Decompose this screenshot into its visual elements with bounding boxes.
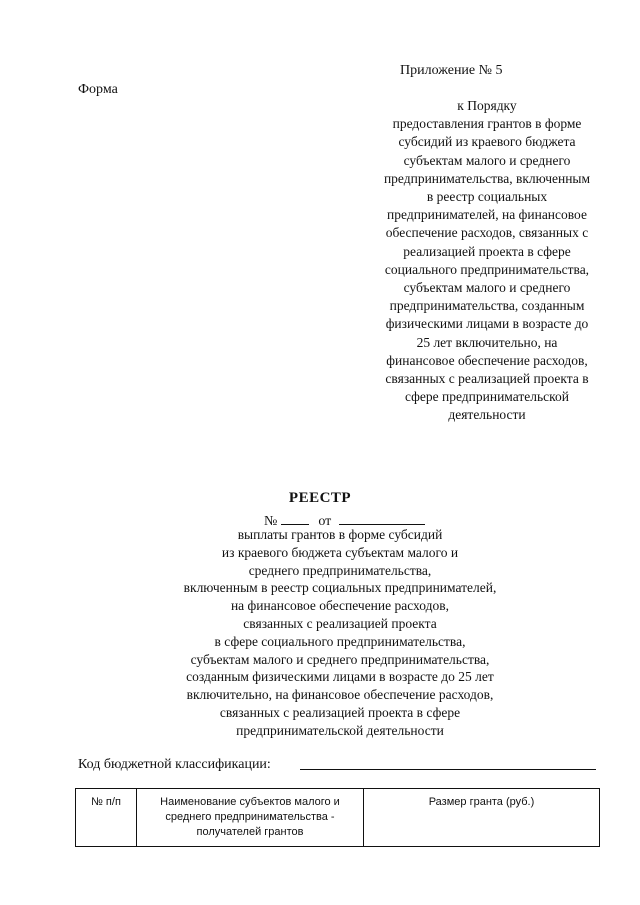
grants-table — [75, 788, 600, 847]
order-reference-line: предоставления грантов в форме — [392, 116, 582, 132]
budget-code-blank — [300, 769, 596, 770]
order-reference-line: в реестр социальных — [426, 189, 548, 205]
order-reference-line: субъектам малого и среднего — [403, 152, 571, 168]
date-prefix: от — [318, 514, 332, 529]
order-reference-line: сфере предпринимательской — [404, 389, 570, 405]
registry-line: включительно, на финансовое обеспечение расходов, — [186, 687, 494, 703]
column-grant-amount: Размер гранта (руб.) — [364, 789, 600, 847]
order-reference-line: связанных с реализацией проекта в — [385, 371, 589, 387]
table-header-row — [76, 789, 600, 847]
number-prefix: № — [264, 514, 278, 529]
registry-line: субъектам малого и среднего предпринимательства, — [190, 651, 490, 667]
order-reference-line: физическими лицами в возрасте до — [385, 316, 589, 332]
order-reference-line: деятельности — [448, 407, 526, 423]
date-blank — [339, 510, 425, 525]
order-reference-line: субсидий из краевого бюджета — [398, 134, 576, 150]
order-reference-line: предпринимательства, включенным — [383, 170, 591, 186]
budget-code-label: Код бюджетной классификации: — [78, 757, 271, 772]
registry-description — [150, 526, 530, 740]
form-label: Форма — [78, 82, 118, 97]
registry-line: среднего предпринимательства, — [248, 562, 432, 578]
registry-line: на финансовое обеспечение расходов, — [230, 598, 450, 614]
registry-line: связанных с реализацией проекта в сфере — [219, 704, 461, 720]
registry-line: предпринимательской деятельности — [236, 722, 444, 738]
registry-line: в сфере социального предпринимательства, — [214, 633, 466, 649]
order-reference-line: субъектам малого и среднего — [403, 280, 571, 296]
appendix-number: Приложение № 5 — [400, 63, 503, 78]
order-reference-line: реализацией проекта в сфере — [403, 243, 571, 259]
order-reference-line: 25 лет включительно, на — [416, 334, 558, 350]
column-recipient-name: Наименование субъектов малого и среднего предпринимательства - получателей грантов — [137, 789, 364, 847]
order-reference-line: предпринимателей, на финансовое — [387, 207, 587, 223]
registry-line: включенным в реестр социальных предпринимателей, — [183, 580, 497, 596]
column-number: № п/п — [76, 789, 137, 847]
order-reference-line: обеспечение расходов, связанных с — [385, 225, 589, 241]
registry-line: связанных с реализацией проекта — [243, 615, 437, 631]
registry-line: выплаты грантов в форме субсидий — [237, 527, 443, 542]
registry-line: созданным физическими лицами в возрасте до 25 лет — [186, 669, 494, 685]
registry-title: РЕЕСТР — [288, 490, 352, 506]
order-reference-line: финансовое обеспечение расходов, — [386, 352, 588, 368]
registry-line: из краевого бюджета субъектам малого и — [221, 544, 459, 560]
order-reference — [362, 97, 612, 425]
order-reference-line: к Порядку — [457, 98, 517, 113]
order-reference-line: социального предпринимательства, — [384, 261, 590, 277]
order-reference-line: предпринимательства, созданным — [389, 298, 585, 314]
number-blank — [281, 510, 309, 525]
